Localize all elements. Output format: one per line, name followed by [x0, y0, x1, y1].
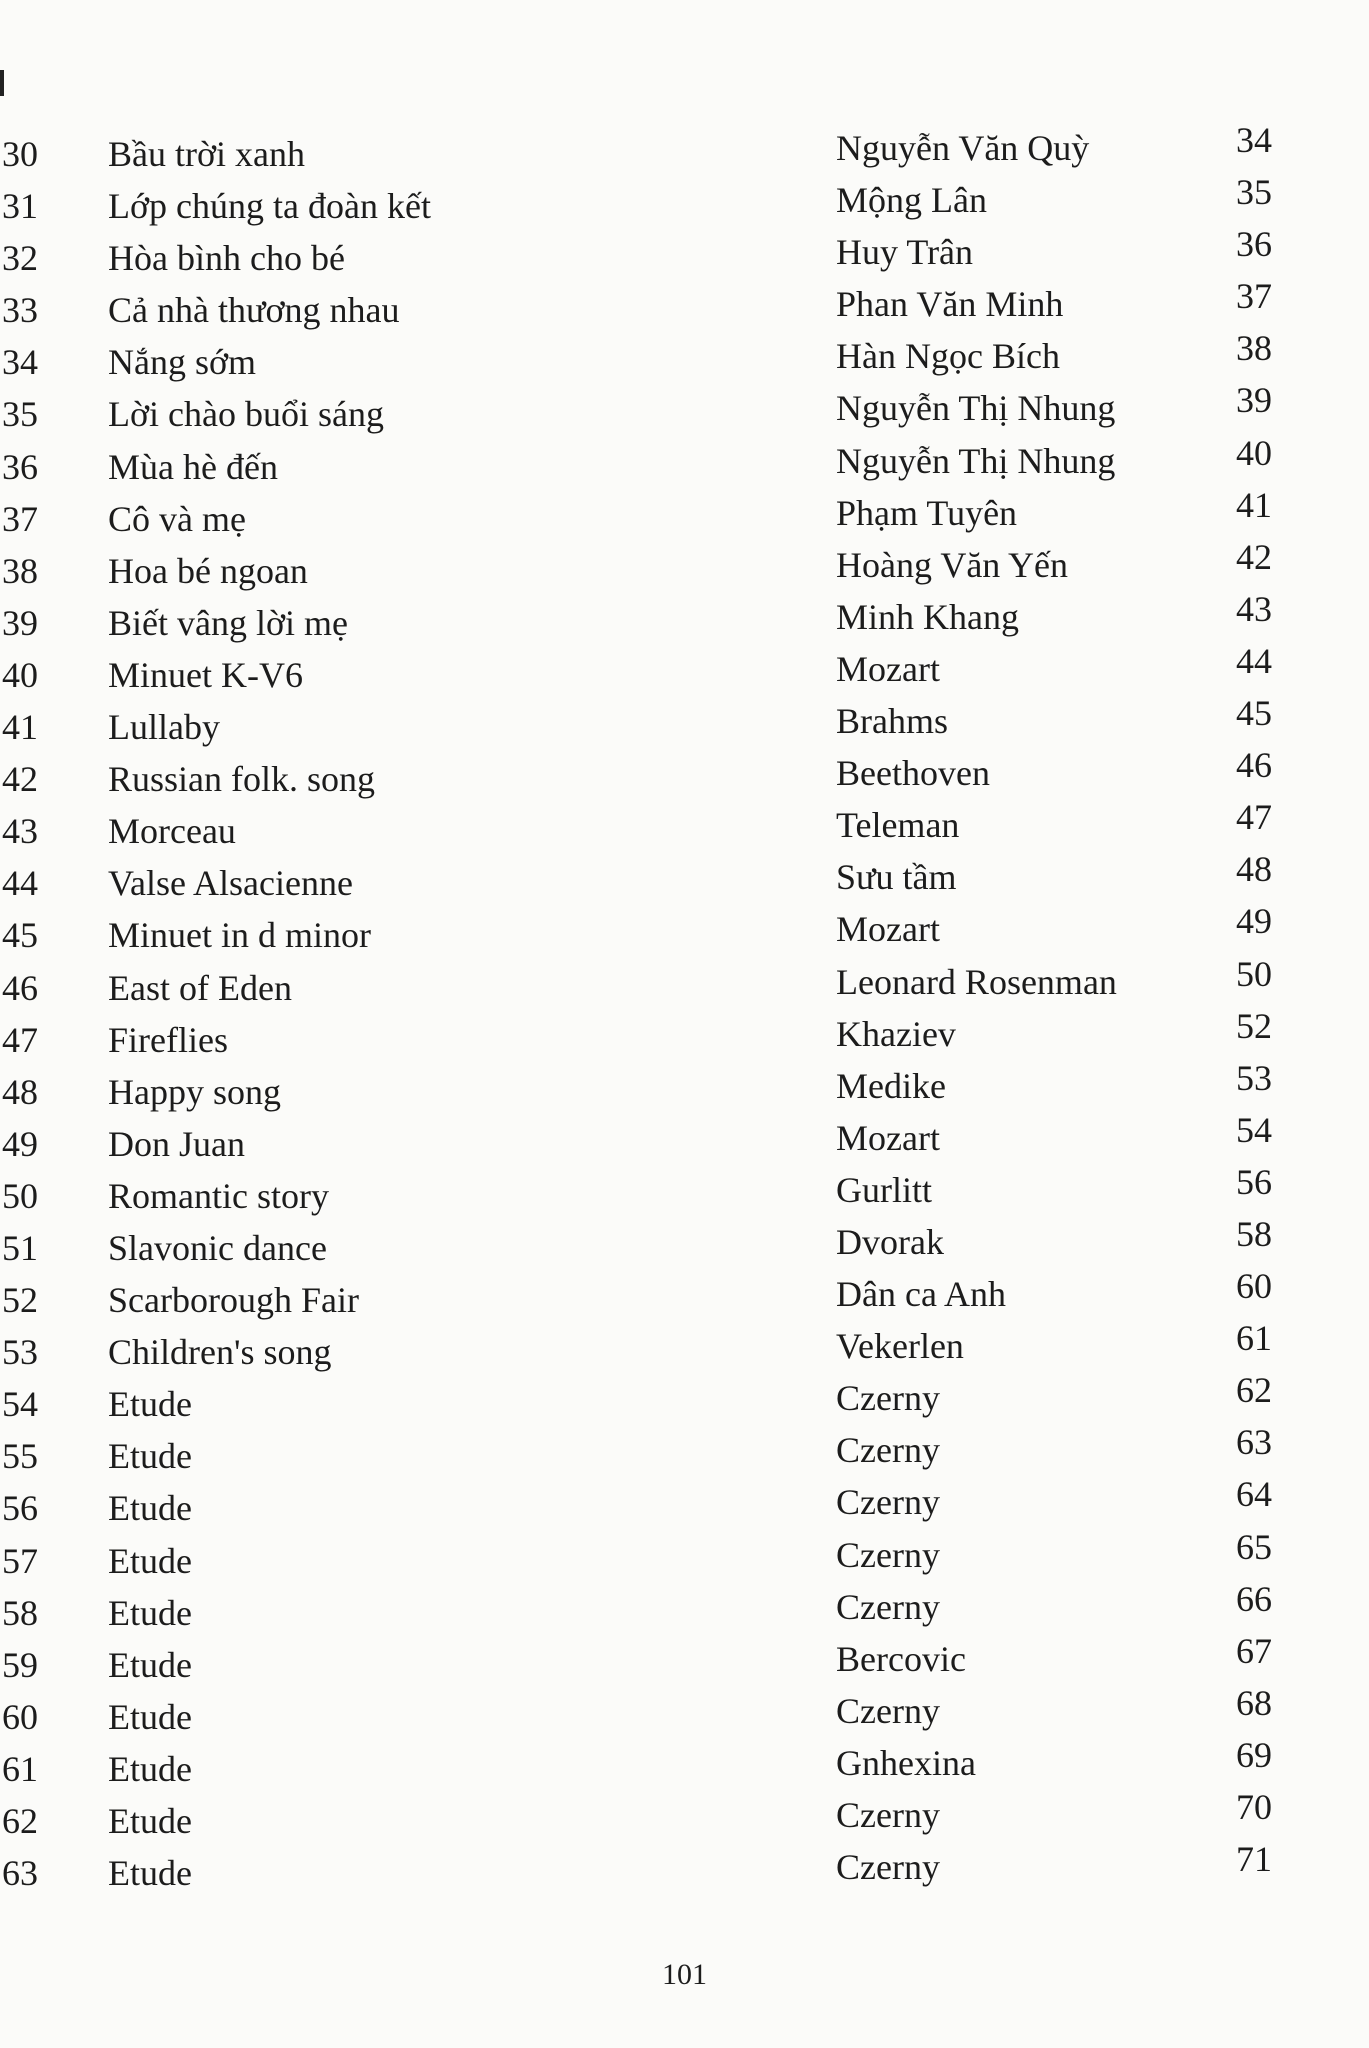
toc-row: [0, 1578, 1369, 1639]
composer-name: Czerny: [836, 1690, 940, 1731]
page-reference: 61: [1236, 1318, 1272, 1359]
page-reference: 41: [1236, 484, 1272, 525]
toc-row: [0, 1787, 1369, 1847]
page-reference: 38: [1236, 328, 1272, 369]
composer-name: Dvorak: [836, 1221, 944, 1262]
page-reference: 68: [1236, 1682, 1272, 1723]
toc-row: [0, 693, 1369, 753]
page-reference: 52: [1236, 1005, 1272, 1046]
entry-number: 59: [2, 1644, 38, 1685]
composer-name: Nguyễn Thị Nhung: [836, 388, 1116, 429]
piece-title: Children's song: [108, 1332, 332, 1373]
page-reference: 49: [1236, 901, 1272, 942]
entry-number: 60: [2, 1696, 38, 1737]
entry-number: 58: [2, 1592, 38, 1633]
entry-number: 41: [2, 707, 38, 748]
toc-row: [0, 1005, 1369, 1066]
entry-number: 62: [2, 1801, 38, 1841]
piece-title: Etude: [108, 1384, 192, 1425]
page-reference: 70: [1236, 1787, 1272, 1827]
piece-title: Don Juan: [108, 1123, 245, 1164]
entry-number: 33: [2, 290, 38, 331]
piece-title: Biết vâng lời mẹ: [108, 602, 348, 643]
page-reference: 67: [1236, 1630, 1272, 1671]
page-reference: 62: [1236, 1370, 1272, 1411]
page-reference: 47: [1236, 797, 1272, 838]
entry-number: 32: [2, 238, 38, 279]
composer-name: Huy Trân: [836, 232, 974, 273]
page-reference: 65: [1236, 1526, 1272, 1567]
composer-name: Sưu tầm: [836, 857, 957, 898]
composer-name: Leonard Rosenman: [836, 961, 1117, 1002]
page-reference: 42: [1236, 536, 1272, 577]
page-reference: 58: [1236, 1213, 1272, 1254]
toc-row: [0, 640, 1369, 701]
entry-number: 63: [2, 1853, 38, 1894]
entry-number: 47: [2, 1019, 38, 1060]
piece-title: East of Eden: [108, 967, 292, 1008]
toc-row: [0, 536, 1369, 597]
piece-title: Minuet K-V6: [108, 654, 303, 695]
piece-title: Morceau: [108, 811, 236, 852]
toc-row: [0, 1682, 1369, 1743]
toc-row: [0, 1266, 1369, 1326]
composer-name: Czerny: [836, 1847, 940, 1888]
toc-row: [0, 224, 1369, 284]
toc-row: [0, 1526, 1369, 1587]
page-reference: 63: [1236, 1422, 1272, 1463]
piece-title: Etude: [108, 1436, 192, 1477]
entry-number: 30: [2, 134, 38, 174]
toc-row: [0, 276, 1369, 336]
toc-row: [0, 1474, 1369, 1534]
entry-number: 42: [2, 759, 38, 800]
page-reference: 54: [1236, 1109, 1272, 1150]
entry-number: 53: [2, 1332, 38, 1373]
page-reference: 45: [1236, 693, 1272, 734]
entry-number: 49: [2, 1123, 38, 1164]
piece-title: Etude: [108, 1592, 192, 1633]
composer-name: Nguyễn Văn Quỳ: [836, 128, 1090, 168]
toc-row: [0, 953, 1369, 1014]
toc-row: [0, 1630, 1369, 1691]
composer-name: Hàn Ngọc Bích: [836, 336, 1060, 377]
toc-row: [0, 1109, 1369, 1170]
page-reference: 44: [1236, 640, 1272, 681]
entry-number: 54: [2, 1384, 38, 1425]
entry-number: 36: [2, 446, 38, 487]
piece-title: Etude: [108, 1748, 192, 1789]
table-of-contents: [0, 120, 1369, 1899]
page-reference: 48: [1236, 849, 1272, 890]
piece-title: Scarborough Fair: [108, 1280, 359, 1321]
toc-row: [0, 380, 1369, 440]
page-reference: 71: [1236, 1839, 1272, 1880]
composer-name: Brahms: [836, 701, 948, 742]
entry-number: 50: [2, 1175, 38, 1216]
piece-title: Etude: [108, 1540, 192, 1581]
entry-number: 43: [2, 811, 38, 852]
toc-row: [0, 1734, 1369, 1795]
piece-title: Nắng sớm: [108, 342, 257, 383]
entry-number: 51: [2, 1227, 38, 1268]
composer-name: Minh Khang: [836, 596, 1019, 637]
entry-number: 44: [2, 863, 38, 904]
composer-name: Dân ca Anh: [836, 1274, 1006, 1315]
page-number: 101: [662, 1958, 707, 1991]
composer-name: Czerny: [836, 1795, 940, 1835]
toc-row: [0, 1057, 1369, 1118]
entry-number: 35: [2, 394, 38, 435]
page-reference: 40: [1236, 432, 1272, 473]
toc-row: [0, 328, 1369, 388]
composer-name: Hoàng Văn Yến: [836, 544, 1068, 585]
page-reference: 36: [1236, 224, 1272, 265]
piece-title: Lớp chúng ta đoàn kết: [108, 186, 431, 227]
page-reference: 37: [1236, 276, 1272, 317]
piece-title: Russian folk. song: [108, 759, 376, 800]
piece-title: Etude: [108, 1853, 192, 1894]
piece-title: Etude: [108, 1801, 192, 1841]
piece-title: Hoa bé ngoan: [108, 550, 308, 591]
composer-name: Czerny: [836, 1586, 940, 1627]
toc-row: [0, 1422, 1369, 1482]
toc-row: [0, 1213, 1369, 1274]
entry-number: 55: [2, 1436, 38, 1477]
entry-number: 39: [2, 602, 38, 643]
piece-title: Slavonic dance: [108, 1227, 327, 1268]
composer-name: Mozart: [836, 1117, 940, 1158]
piece-title: Cả nhà thương nhau: [108, 290, 400, 331]
composer-name: Mộng Lân: [836, 180, 987, 221]
toc-row: [0, 1839, 1369, 1899]
entry-number: 57: [2, 1540, 38, 1581]
composer-name: Czerny: [836, 1534, 940, 1575]
page-reference: 46: [1236, 745, 1272, 786]
toc-row: [0, 1370, 1369, 1430]
page-reference: 69: [1236, 1734, 1272, 1775]
entry-number: 48: [2, 1071, 38, 1112]
entry-number: 37: [2, 498, 38, 539]
entry-number: 61: [2, 1748, 38, 1789]
piece-title: Happy song: [108, 1071, 281, 1112]
piece-title: Cô và mẹ: [108, 498, 246, 539]
page-reference: 60: [1236, 1266, 1272, 1307]
composer-name: Khaziev: [836, 1013, 956, 1054]
piece-title: Fireflies: [108, 1019, 228, 1060]
entry-number: 34: [2, 342, 38, 383]
composer-name: Nguyễn Thị Nhung: [836, 440, 1116, 481]
entry-number: 46: [2, 967, 38, 1008]
composer-name: Beethoven: [836, 753, 990, 794]
piece-title: Etude: [108, 1644, 192, 1685]
entry-number: 52: [2, 1280, 38, 1321]
composer-name: Czerny: [836, 1430, 940, 1471]
composer-name: Medike: [836, 1065, 946, 1106]
piece-title: Lullaby: [108, 707, 220, 748]
composer-name: Mozart: [836, 648, 940, 689]
toc-row: [0, 1161, 1369, 1222]
entry-number: 38: [2, 550, 38, 591]
composer-name: Gurlitt: [836, 1169, 932, 1210]
toc-row: [0, 172, 1369, 232]
page-reference: 43: [1236, 588, 1272, 629]
toc-row: [0, 120, 1369, 180]
piece-title: Etude: [108, 1696, 192, 1737]
page-reference: 56: [1236, 1161, 1272, 1202]
page-reference: 66: [1236, 1578, 1272, 1619]
piece-title: Etude: [108, 1488, 192, 1529]
piece-title: Hòa bình cho bé: [108, 238, 345, 279]
toc-row: [0, 849, 1369, 909]
composer-name: Mozart: [836, 909, 940, 950]
toc-row: [0, 797, 1369, 857]
piece-title: Lời chào buổi sáng: [108, 394, 384, 435]
entry-number: 40: [2, 654, 38, 695]
piece-title: Valse Alsacienne: [108, 863, 353, 904]
entry-number: 56: [2, 1488, 38, 1529]
composer-name: Czerny: [836, 1482, 940, 1523]
toc-row: [0, 1318, 1369, 1378]
piece-title: Mùa hè đến: [108, 446, 278, 487]
piece-title: Romantic story: [108, 1175, 329, 1216]
entry-number: 31: [2, 186, 38, 227]
page-edge-mark: [0, 70, 4, 96]
composer-name: Teleman: [836, 805, 960, 846]
page-reference: 39: [1236, 380, 1272, 421]
page-reference: 35: [1236, 172, 1272, 213]
toc-row: [0, 484, 1369, 545]
page-reference: 50: [1236, 953, 1272, 994]
toc-row: [0, 745, 1369, 805]
page-reference: 64: [1236, 1474, 1272, 1515]
piece-title: Minuet in d minor: [108, 915, 371, 956]
composer-name: Bercovic: [836, 1638, 966, 1679]
toc-row: [0, 432, 1369, 493]
composer-name: Czerny: [836, 1378, 940, 1419]
entry-number: 45: [2, 915, 38, 956]
composer-name: Gnhexina: [836, 1742, 976, 1783]
page-reference: 53: [1236, 1057, 1272, 1098]
composer-name: Phạm Tuyên: [836, 492, 1018, 533]
page-reference: 34: [1236, 120, 1272, 160]
composer-name: Vekerlen: [836, 1326, 964, 1367]
toc-row: [0, 901, 1369, 961]
composer-name: Phan Văn Minh: [836, 284, 1064, 325]
toc-row: [0, 588, 1369, 649]
piece-title: Bầu trời xanh: [108, 134, 305, 174]
